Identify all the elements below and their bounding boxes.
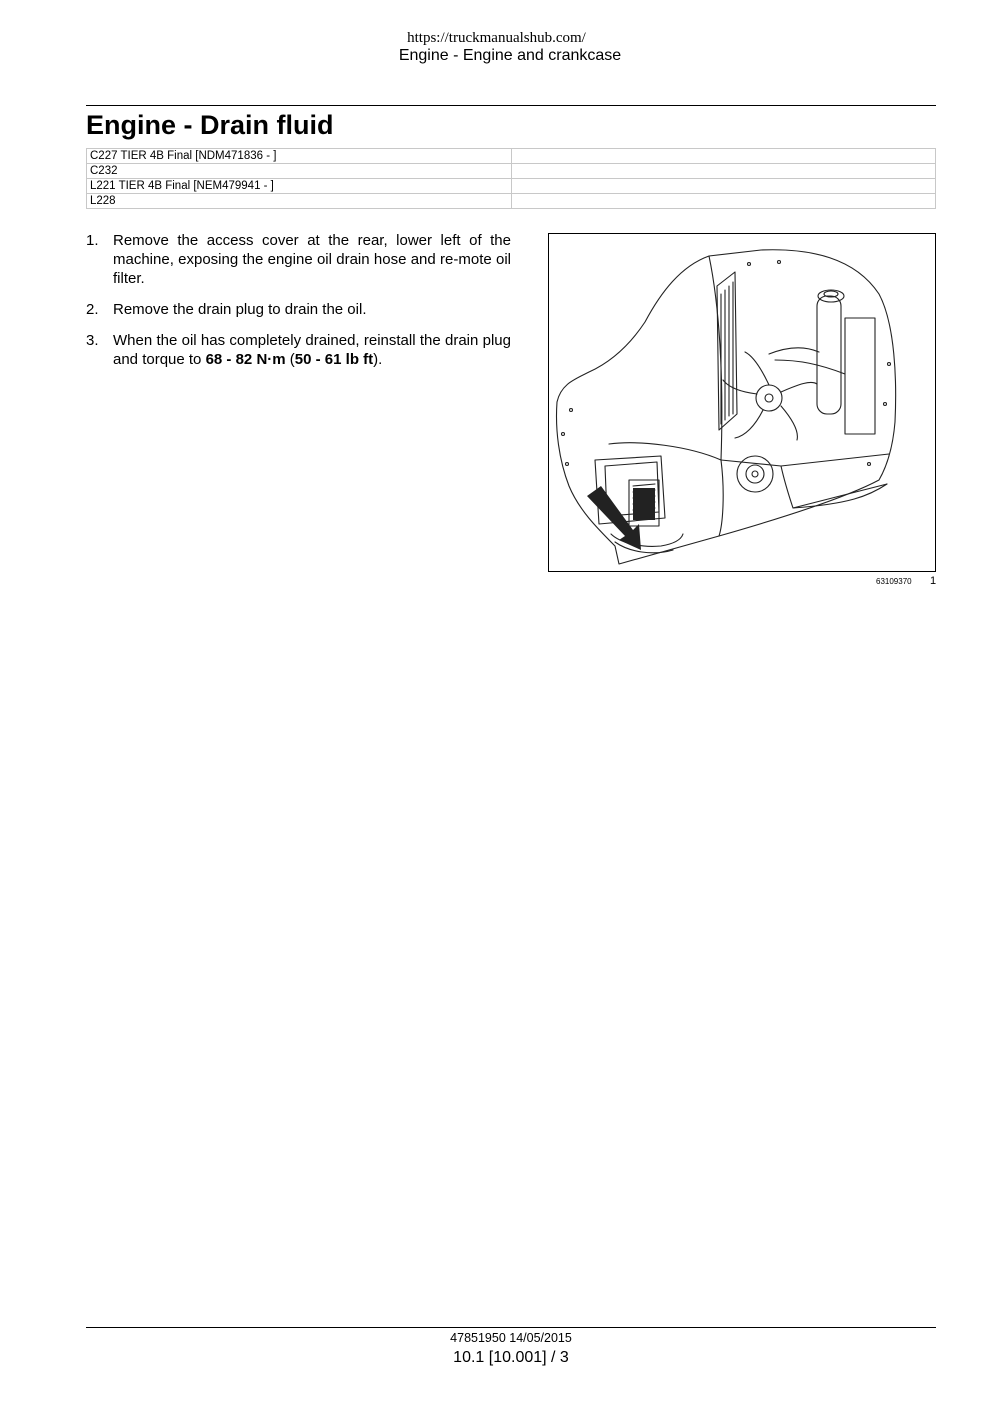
procedure-steps xyxy=(86,231,511,381)
step-item xyxy=(86,331,511,369)
document-id: 47851950 14/05/2015 xyxy=(450,1331,572,1345)
step-text-end: ). xyxy=(373,351,383,368)
model-cell: C232 xyxy=(87,164,512,179)
bottom-rule xyxy=(86,1327,936,1328)
model-extra-cell xyxy=(512,194,936,209)
page-reference: 10.1 [10.001] / 3 xyxy=(453,1349,569,1366)
step-item xyxy=(86,300,511,319)
model-extra-cell xyxy=(512,179,936,194)
table-row xyxy=(87,194,936,209)
torque-nm-value: 68 - 82 N·m xyxy=(205,351,286,368)
top-rule xyxy=(86,105,936,106)
source-url: https://truckmanualshub.com/ xyxy=(407,30,586,46)
table-row xyxy=(87,149,936,164)
step-number: 1. xyxy=(86,232,99,249)
step-number: 3. xyxy=(86,332,99,349)
step-text: Remove the access cover at the rear, lower left of the machine, exposing the engine oil drain hose and re-mote oil filter. xyxy=(113,232,511,287)
table-row xyxy=(87,164,936,179)
model-cell: L228 xyxy=(87,194,512,209)
model-applicability-table xyxy=(86,148,936,209)
engine-compartment-figure xyxy=(548,233,936,572)
figure-code: 63109370 xyxy=(876,577,912,586)
step-text xyxy=(113,332,511,368)
step-number: 2. xyxy=(86,301,99,318)
step-text: Remove the drain plug to drain the oil. xyxy=(113,301,367,318)
model-cell: C227 TIER 4B Final [NDM471836 - ] xyxy=(87,149,512,164)
table-row xyxy=(87,179,936,194)
engine-compartment-illustration-icon xyxy=(549,234,935,571)
model-extra-cell xyxy=(512,149,936,164)
page-title: Engine - Drain fluid xyxy=(86,110,334,140)
step-text-mid: ( xyxy=(285,351,295,368)
step-text-start: When the oil has completely drained, reinstall the drain plug and torque to xyxy=(113,332,511,368)
section-header: Engine - Engine and crankcase xyxy=(398,47,622,64)
model-extra-cell xyxy=(512,164,936,179)
torque-lbft-value: 50 - 61 lb ft xyxy=(294,351,374,368)
figure-number: 1 xyxy=(930,575,937,587)
model-cell: L221 TIER 4B Final [NEM479941 - ] xyxy=(87,179,512,194)
step-item xyxy=(86,231,511,288)
